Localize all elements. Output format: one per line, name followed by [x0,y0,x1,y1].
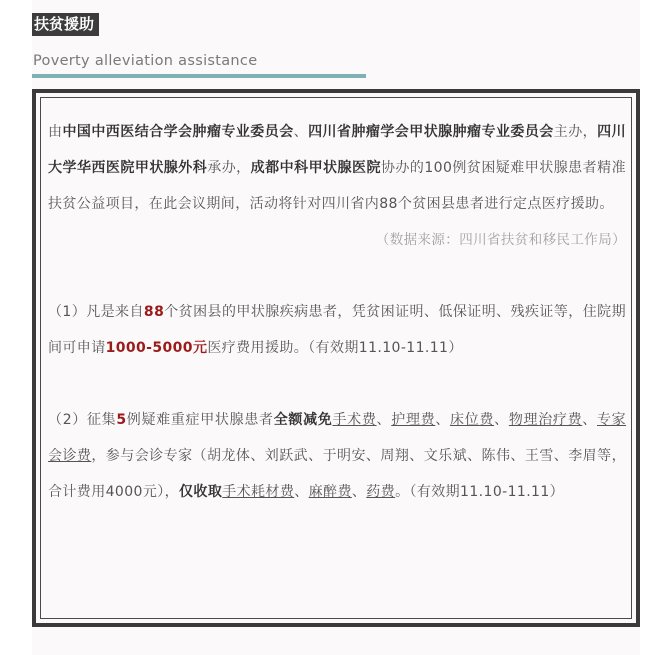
intro-text: 由 [48,124,63,140]
section-title-tag: 扶贫援助 [32,13,99,36]
only-charge-label: 仅收取 [179,484,223,500]
intro-text: 承办， [207,160,251,176]
intro-text: 主办， [553,124,598,140]
intro-paragraph [48,114,626,222]
spacer [48,258,626,294]
intro-text: 、 [293,124,309,140]
item-2-text: 。（有效期11.10-11.11） [395,484,565,500]
organizer-1: 中国中西医结合学会肿瘤专业委员会 [62,124,294,140]
separator: 、 [435,412,451,428]
fee-bed: 床位费 [450,412,495,428]
item-1-paragraph [48,294,626,366]
content-frame [32,89,640,627]
aid-amount: 1000-5000元 [105,340,208,356]
data-source-note: （数据来源：四川省扶贫和移民工作局） [375,232,626,248]
full-waiver-label: 全额减免 [273,412,333,428]
fee-surgery: 手术费 [332,412,377,428]
county-count: 88 [143,304,165,320]
organizer-2: 四川省肿瘤学会甲状腺肿瘤专业委员会 [308,124,554,140]
patient-count: 5 [116,412,127,428]
separator: 、 [294,484,309,500]
separator: 、 [582,412,597,428]
separator: 、 [494,412,509,428]
separator: 、 [351,484,367,500]
article-body [48,114,626,510]
spacer [48,366,626,402]
fee-nursing: 护理费 [391,412,436,428]
host-org: 四川大学华西医院甲状腺外科 [48,124,626,176]
subtitle-underline [32,74,366,78]
fee-physiotherapy: 物理治疗费 [508,412,583,428]
intro-text: 协办的100例贫困疑难甲状腺患者精准扶贫公益项目，在此会议期间，活动将针对四川省内88个贫困县患者进行定点医疗援助。 [48,160,627,212]
co-host-org: 成都中科甲状腺医院 [250,160,381,176]
charge-surgical-supplies: 手术耗材费 [222,484,295,500]
item-1-text: 医疗费用援助。（有效期11.10-11.11） [207,340,463,356]
item-1-text: （1）凡是来自 [48,304,144,320]
item-2-paragraph [48,402,626,510]
separator: 、 [376,412,392,428]
section-subtitle: Poverty alleviation assistance [33,53,258,69]
fee-consultation: 专家会诊费 [48,412,627,464]
item-1-text: 个贫困县的甲状腺疾病患者，凭贫困证明、低保证明、残疾证等，住院期间可申请 [48,304,626,356]
item-2-text: 例疑难重症甲状腺患者 [126,412,274,428]
item-2-text: （2）征集 [48,412,117,428]
item-2-text: ，参与会诊专家（胡龙体、刘跃武、于明安、周翔、文乐斌、陈伟、王雪、李眉等，合计费用4000元）， [48,448,626,500]
charge-medicine: 药费 [366,484,396,500]
charge-anesthesia: 麻醉费 [308,484,352,500]
